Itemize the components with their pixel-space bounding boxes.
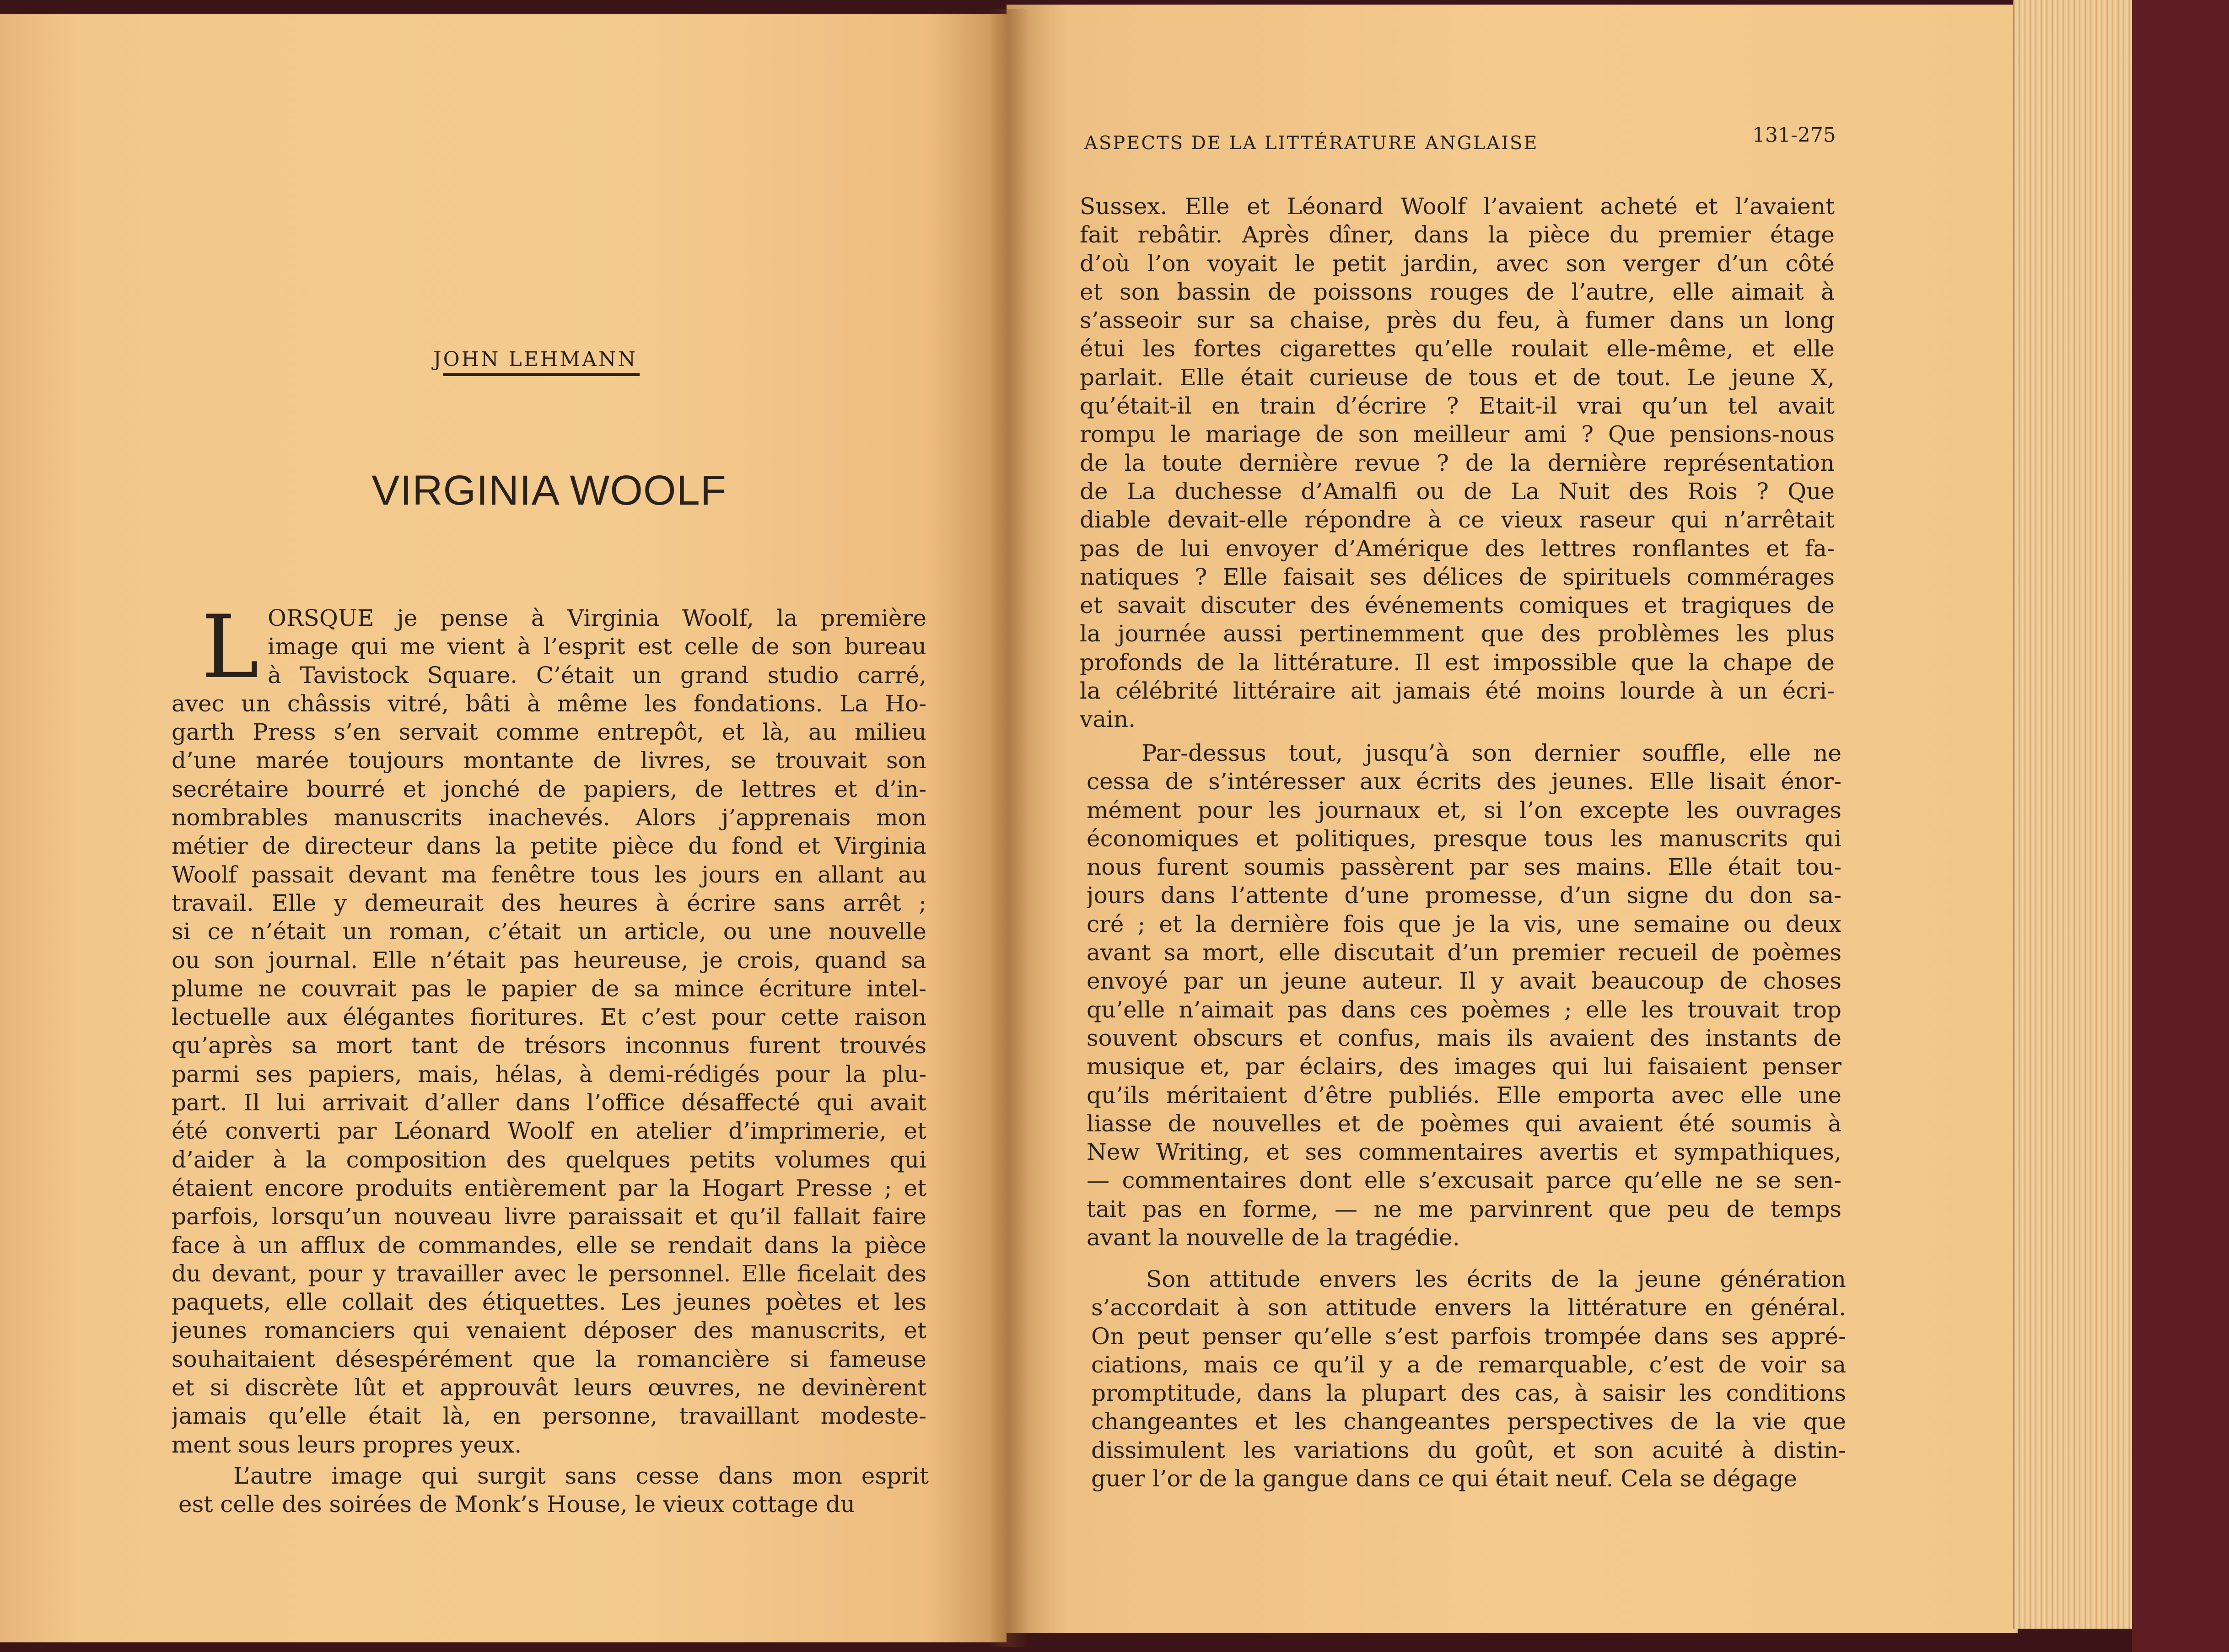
text-line: qu’après sa mort tant de trésors inconnus furent trouvés (172, 1032, 926, 1059)
drop-cap: L (201, 597, 259, 698)
text-line: parlait. Elle était curieuse de tous et de tout. Le jeune X, (1080, 364, 1835, 391)
book-cover-edge (2132, 0, 2229, 1652)
text-line: qu’était-il en train d’écrire ? Etait-il vrai qu’un tel avait (1080, 393, 1835, 420)
running-head: ASPECTS DE LA LITTÉRATURE ANGLAISE (1084, 133, 1539, 154)
text-line: d’aider à la composition des quelques petits volumes qui (172, 1146, 926, 1173)
author-name: JOHN LEHMANN (433, 348, 638, 371)
text-line: vain. (1080, 706, 1136, 733)
text-line: liasse de nouvelles et de poèmes qui avaient été soumis à (1087, 1110, 1841, 1137)
text-line: dissimulent les variations du goût, et son acuité à distin- (1091, 1437, 1846, 1464)
text-line: rompu le mariage de son meilleur ami ? Que pensions-nous (1080, 421, 1835, 448)
text-line: cré ; et la dernière fois que je la vis, une semaine ou deux (1087, 910, 1841, 937)
article-title: VIRGINIA WOOLF (372, 467, 727, 514)
text-line: lectuelle aux élégantes fioritures. Et c’est pour cette raison (172, 1004, 926, 1031)
text-line: tait pas en forme, — ne me parvinrent que peu de temps (1087, 1195, 1841, 1222)
text-line: métier de directeur dans la petite pièce du fond et Virginia (172, 833, 926, 860)
text-line: changeantes et les changeantes perspectives de la vie que (1091, 1408, 1846, 1435)
text-line: Woolf passait devant ma fenêtre tous les jours en allant au (172, 861, 926, 888)
text-line: secrétaire bourré et jonché de papiers, de lettres et d’in- (172, 775, 926, 802)
text-line: pas de lui envoyer d’Amérique des lettres ronflantes et fa- (1080, 535, 1835, 562)
page-fore-edge (2013, 0, 2133, 1629)
text-line: profonds de la littérature. Il est impossible que la chape de (1080, 649, 1835, 676)
page-number: 131-275 (1752, 124, 1836, 147)
text-line: nombrables manuscrits inachevés. Alors j’apprenais mon (172, 804, 926, 831)
text-line: face à un afflux de commandes, elle se rendait dans la pièce (172, 1232, 926, 1259)
text-line: Son attitude envers les écrits de la jeune génération (1146, 1266, 1846, 1292)
text-line: jours dans l’attente d’une promesse, d’un signe du don sa- (1087, 882, 1841, 909)
text-line: et son bassin de poissons rouges de l’autre, elle aimait à (1080, 278, 1835, 305)
text-line: la journée aussi pertinemment que des problèmes les plus (1080, 620, 1835, 647)
text-line: New Writing, et ses commentaires avertis et sympathiques, (1087, 1139, 1841, 1166)
right-paragraph-1 (1080, 192, 1835, 734)
text-line: ORSQUE je pense à Virginia Woolf, la première (268, 605, 926, 631)
text-line: Par-dessus tout, jusqu’à son dernier souffle, elle ne (1141, 740, 1841, 766)
text-line: diable devait-elle répondre à ce vieux raseur qui n’arrêtait (1080, 506, 1835, 533)
text-line: jeunes romanciers qui venaient déposer des manuscrits, et (172, 1317, 926, 1344)
text-line: envoyé par un jeune auteur. Il y avait beaucoup de choses (1087, 968, 1841, 995)
text-line: travail. Elle y demeurait des heures à écrire sans arrêt ; (172, 889, 926, 916)
text-line: d’où l’on voyait le petit jardin, avec son verger d’un côté (1080, 250, 1835, 277)
text-line: étui les fortes cigarettes qu’elle roulait elle-même, et elle (1080, 335, 1835, 362)
text-line: et savait discuter des événements comiques et tragiques de (1080, 592, 1835, 619)
text-line: été converti par Léonard Woolf en atelier d’imprimerie, et (172, 1118, 926, 1145)
text-line: avant la nouvelle de la tragédie. (1087, 1224, 1460, 1251)
text-line: avec un châssis vitré, bâti à même les fondations. La Ho- (172, 690, 926, 717)
text-line: économiques et politiques, presque tous les manuscrits qui (1087, 825, 1841, 852)
text-line: la célébrité littéraire ait jamais été moins lourde à un écri- (1080, 678, 1835, 705)
text-line: souvent obscurs et confus, mais ils avaient des instants de (1087, 1024, 1841, 1051)
text-line: est celle des soirées de Monk’s House, le vieux cottage du (178, 1491, 855, 1518)
text-line: à Tavistock Square. C’était un grand studio carré, (268, 662, 926, 689)
text-line: guer l’or de la gangue dans ce qui était neuf. Cela se dégage (1091, 1465, 1798, 1492)
text-line: d’une marée toujours montante de livres, se trouvait son (172, 747, 926, 774)
text-line: s’accordait à son attitude envers la littérature en général. (1091, 1294, 1846, 1321)
text-line: cessa de s’intéresser aux écrits des jeunes. Elle lisait énor- (1087, 768, 1841, 795)
text-line: Sussex. Elle et Léonard Woolf l’avaient acheté et l’avaient (1080, 193, 1835, 220)
text-line: nous furent soumis passèrent par ses mains. Elle était tou- (1087, 854, 1841, 881)
text-line: parmi ses papiers, mais, hélas, à demi-rédigés pour la plu- (172, 1060, 926, 1087)
text-line: parfois, lorsqu’un nouveau livre paraissait et qu’il fallait faire (172, 1203, 926, 1230)
author-underline (443, 373, 640, 376)
text-line: mément pour les journaux et, si l’on excepte les ouvrages (1087, 796, 1841, 823)
text-line: ciations, mais ce qu’il y a de remarquable, c’est de voir sa (1091, 1351, 1846, 1378)
text-line: paquets, elle collait des étiquettes. Les jeunes poètes et les (172, 1289, 926, 1316)
text-line: et si discrète lût et approuvât leurs œuvres, ne devinèrent (172, 1374, 926, 1401)
text-line: ment sous leurs propres yeux. (172, 1431, 522, 1458)
text-line: avant sa mort, elle discutait d’un premier recueil de poèmes (1087, 939, 1841, 966)
text-line: s’asseoir sur sa chaise, près du feu, à fumer dans un long (1080, 307, 1835, 334)
text-line: garth Press s’en servait comme entrepôt, et là, au milieu (172, 719, 926, 746)
text-line: On peut penser qu’elle s’est parfois trompée dans ses appré- (1091, 1323, 1846, 1350)
text-line: si ce n’était un roman, c’était un article, ou une nouvelle (172, 918, 926, 945)
text-line: fait rebâtir. Après dîner, dans la pièce du premier étage (1080, 221, 1835, 248)
text-line: de la toute dernière revue ? de la dernière représentation (1080, 449, 1835, 476)
right-paragraph-2 (1087, 739, 1841, 1252)
text-line: musique et, par éclairs, des images qui lui faisaient penser (1087, 1053, 1841, 1080)
text-line: image qui me vient à l’esprit est celle de son bureau (268, 633, 926, 660)
left-paragraph-1 (172, 597, 926, 1459)
text-line: part. Il lui arrivait d’aller dans l’office désaffecté qui avait (172, 1089, 926, 1116)
text-line: qu’ils méritaient d’être publiés. Elle emporta avec elle une (1087, 1082, 1841, 1109)
text-line: de La duchesse d’Amalfi ou de La Nuit des Rois ? Que (1080, 478, 1835, 505)
text-line: qu’elle n’aimait pas dans ces poèmes ; elle les trouvait trop (1087, 996, 1841, 1023)
text-line: plume ne couvrait pas le papier de sa mince écriture intel- (172, 975, 926, 1002)
book-gutter (988, 9, 1029, 1647)
text-line: natiques ? Elle faisait ses délices de spirituels commérages (1080, 563, 1835, 590)
left-paragraph-2 (178, 1462, 929, 1519)
text-line: L’autre image qui surgit sans cesse dans mon esprit (233, 1463, 929, 1489)
text-line: du devant, pour y travailler avec le personnel. Elle ficelait des (172, 1260, 926, 1287)
text-line: jamais qu’elle était là, en personne, travaillant modeste- (172, 1403, 926, 1430)
right-paragraph-3 (1091, 1265, 1846, 1493)
text-line: promptitude, dans la plupart des cas, à saisir les conditions (1091, 1380, 1846, 1407)
text-line: ou son journal. Elle n’était pas heureuse, je crois, quand sa (172, 947, 926, 974)
text-line: souhaitaient désespérément que la romancière si fameuse (172, 1345, 926, 1372)
text-line: étaient encore produits entièrement par la Hogart Presse ; et (172, 1174, 926, 1201)
text-line: — commentaires dont elle s’excusait parce qu’elle ne se sen- (1087, 1167, 1841, 1194)
